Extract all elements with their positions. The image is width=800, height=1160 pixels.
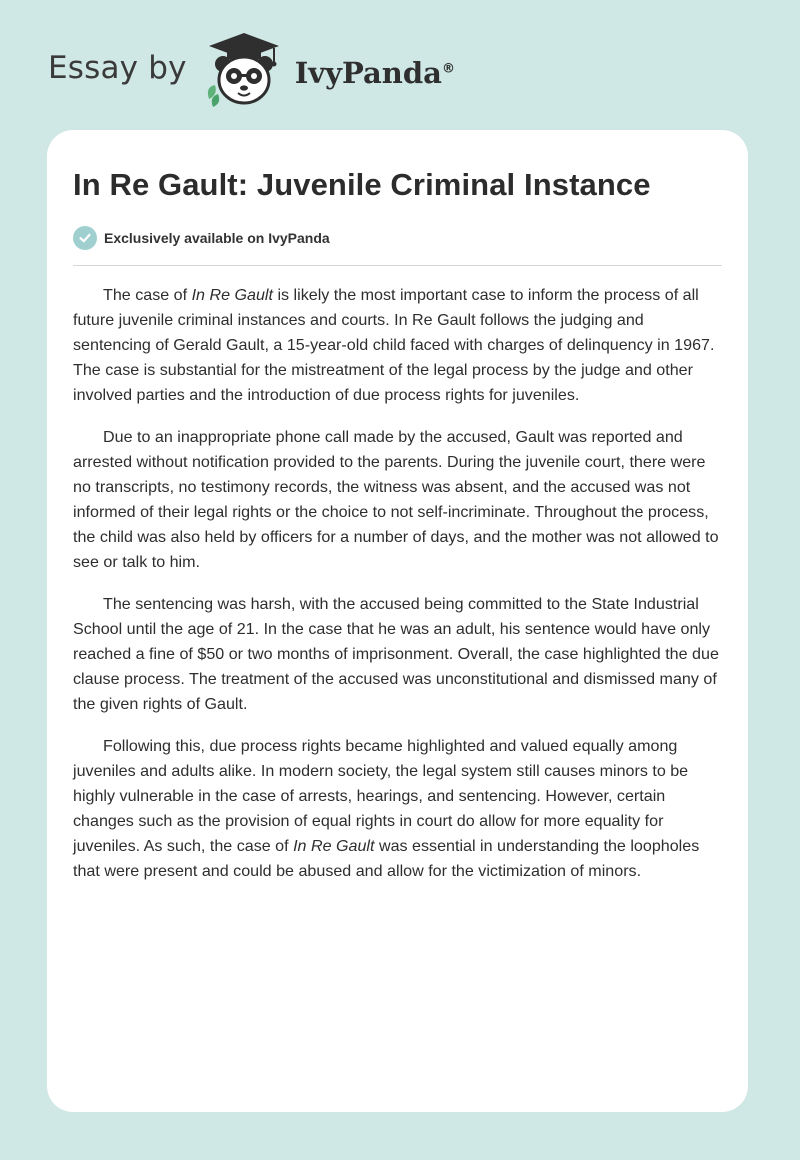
case-name: In Re Gault [293,837,375,855]
paragraph-text: was essential in understanding the loopholes that were present and could be abused and allow for the victimization of minors. [73,837,700,880]
panda-graduate-logo-icon[interactable] [203,29,285,111]
paragraph-text: is likely the most important case to inform the process of all future juvenile criminal instances and courts. In Re Gault follows the judging and sentencing of Gerald Gault, a 15-year-old child faced with charges of delinquency in 1967. The case is substantial for the mistreatment of the legal process by the judge and other involved parties and the introduction of due process rights for juveniles. [73,286,715,404]
essay-card [47,130,748,1112]
brand-prefix: Essay by [48,50,187,86]
paragraph-text: The sentencing was harsh, with the accused being committed to the State Industrial School until the age of 21. In the case that he was an adult, his sentence would have only reached a fine of $50 or two months of imprisonment. Overall, the case highlighted the due clause process. The treatment of the accused was unconstitutional and dismissed many of the given rights of Gault. [73,595,719,713]
case-name: In Re Gault [191,286,273,304]
essay-title: In Re Gault: Juvenile Criminal Instance [73,167,651,202]
essay-paragraph [73,592,722,717]
paragraph-text: The case of [103,286,192,304]
essay-paragraph [73,283,722,408]
registered-mark: ® [441,61,455,77]
check-icon [73,226,97,250]
essay-body [73,283,722,884]
brand-name[interactable] [295,56,455,90]
paragraph-text: Due to an inappropriate phone call made by the accused, Gault was reported and arrested without notification provided to the parents. During the juvenile court, there were no transcripts, no testimony records, the witness was absent, and the accused was not informed of their legal rights or the choice to not self-incriminate. Throughout the process, the child was also held by officers for a number of days, and the mother was not allowed to see or talk to him. [73,428,719,571]
paragraph-text: Following this, due process rights became highlighted and valued equally among juveniles and adults alike. In modern society, the legal system still causes minors to be highly vulnerable in the case of arrests, hearings, and sentencing. However, certain changes such as the provision of equal rights in court do allow for more equality for juveniles. As such, the case of [73,737,689,855]
essay-paragraph [73,425,722,575]
site-brand [48,30,455,110]
exclusive-label: Exclusively available on IvyPanda [104,230,330,246]
essay-paragraph [73,734,722,884]
brand-name-text: IvyPanda [294,56,442,90]
divider [73,265,722,266]
exclusive-badge [73,225,722,251]
